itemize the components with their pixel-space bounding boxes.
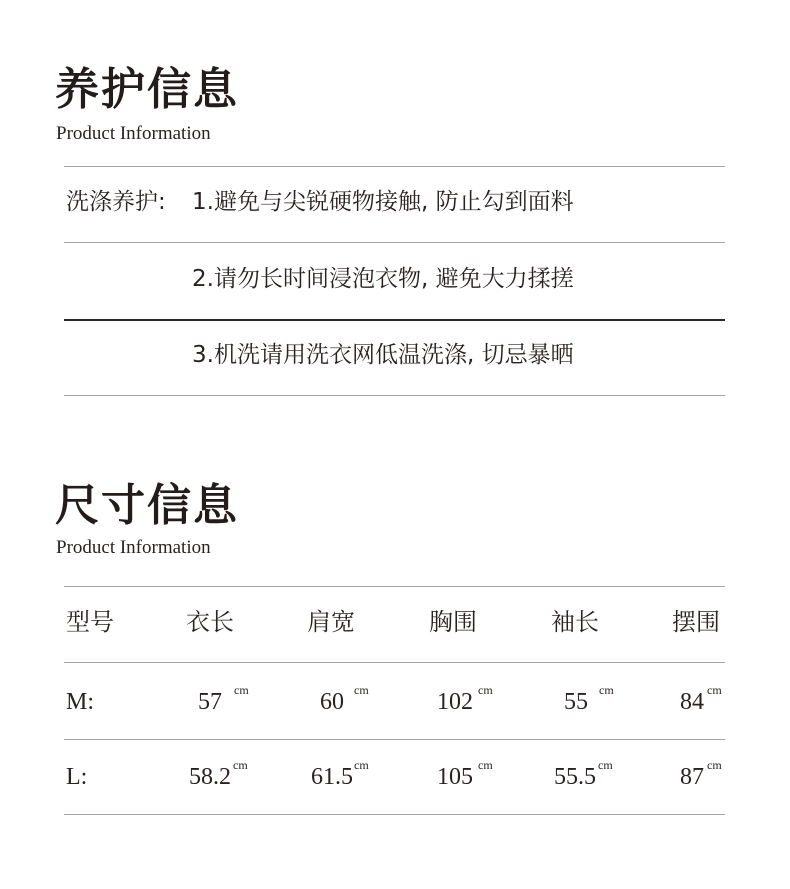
size-subtitle: Product Information	[56, 537, 211, 558]
header-model: 型号	[66, 608, 114, 636]
care-item-2: 2.请勿长时间浸泡衣物, 避免大力揉搓	[192, 266, 574, 292]
header-sleeve: 袖长	[551, 608, 599, 636]
size-divider-bottom	[64, 814, 725, 815]
unit-label: cm	[233, 758, 248, 772]
row-value: 55	[564, 689, 588, 715]
row-value: 55.5	[554, 764, 596, 790]
size-title: 尺寸信息	[55, 480, 239, 531]
row-value: 105	[437, 764, 473, 790]
row-size-label: M:	[66, 689, 95, 715]
size-divider-top	[64, 586, 725, 587]
row-value: 84	[680, 689, 704, 715]
unit-label: cm	[707, 758, 722, 772]
size-divider-1	[64, 662, 725, 663]
row-value: 61.5	[311, 764, 353, 790]
row-value: 58.2	[189, 764, 231, 790]
header-length: 衣长	[186, 608, 234, 636]
size-divider-2	[64, 739, 725, 740]
care-divider-1	[64, 242, 725, 243]
care-divider-bottom	[64, 395, 725, 396]
row-value: 60	[320, 689, 344, 715]
unit-label: cm	[599, 683, 614, 697]
unit-label: cm	[354, 758, 369, 772]
unit-label: cm	[478, 758, 493, 772]
unit-label: cm	[707, 683, 722, 697]
care-divider-2	[64, 319, 725, 321]
unit-label: cm	[354, 683, 369, 697]
row-value: 102	[437, 689, 473, 715]
header-hem: 摆围	[672, 608, 720, 636]
care-label: 洗涤养护:	[66, 189, 166, 215]
row-size-label: L:	[66, 764, 88, 790]
care-title: 养护信息	[55, 64, 239, 115]
care-item-1: 1.避免与尖锐硬物接触, 防止勾到面料	[192, 189, 574, 215]
row-value: 57	[198, 689, 222, 715]
header-shoulder: 肩宽	[307, 608, 355, 636]
unit-label: cm	[478, 683, 493, 697]
unit-label: cm	[598, 758, 613, 772]
row-value: 87	[680, 764, 704, 790]
care-item-3: 3.机洗请用洗衣网低温洗涤, 切忌暴晒	[192, 342, 574, 368]
care-divider-top	[64, 166, 725, 167]
unit-label: cm	[234, 683, 249, 697]
header-chest: 胸围	[429, 608, 477, 636]
care-subtitle: Product Information	[56, 123, 211, 144]
